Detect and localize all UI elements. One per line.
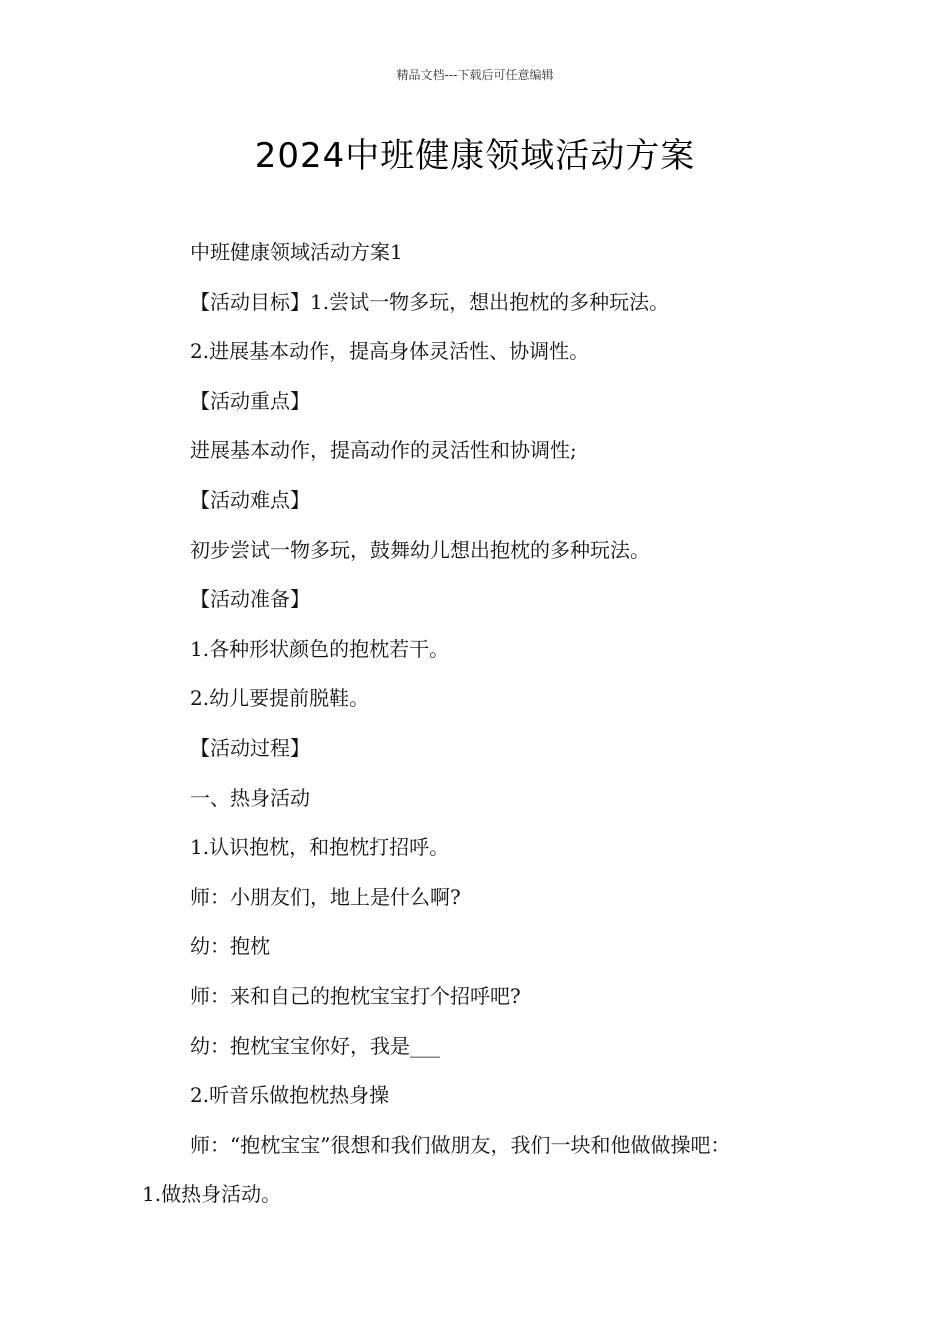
section-heading-focus: 【活动重点】 — [190, 388, 310, 413]
section-heading-difficulty: 【活动难点】 — [190, 487, 310, 512]
paragraph-plan-heading: 中班健康领域活动方案1 — [190, 240, 403, 264]
dialogue-teacher-2: 师：来和自己的抱枕宝宝打个招呼吧? — [190, 983, 521, 1008]
paragraph-difficulty: 初步尝试一物多玩，鼓舞幼儿想出抱枕的多种玩法。 — [190, 537, 650, 562]
dialogue-child-2: 幼：抱枕宝宝你好，我是___ — [190, 1033, 440, 1058]
paragraph-warmup-heading: 一、热身活动 — [190, 785, 310, 810]
document-body — [142, 236, 842, 1228]
paragraph-prep-1: 1.各种形状颜色的抱枕若干。 — [190, 636, 450, 661]
page-header: 精品文档---下载后可任意编辑 — [396, 68, 554, 82]
paragraph-goal-2: 2.进展基本动作，提高身体灵活性、协调性。 — [190, 339, 590, 364]
paragraph-step-1: 1.认识抱枕，和抱枕打招呼。 — [190, 835, 450, 860]
document-title: 2024中班健康领域活动方案 — [254, 136, 696, 176]
dialogue-teacher-3: 师：“抱枕宝宝”很想和我们做朋友，我们一块和他做做操吧： — [190, 1132, 731, 1157]
paragraph-warmup-activity: 1.做热身活动。 — [142, 1182, 282, 1207]
paragraph-prep-2: 2.幼儿要提前脱鞋。 — [190, 686, 370, 711]
dialogue-child-1: 幼：抱枕 — [190, 934, 270, 959]
section-heading-preparation: 【活动准备】 — [190, 587, 310, 612]
dialogue-teacher-1: 师：小朋友们，地上是什么啊? — [190, 884, 461, 909]
paragraph-goals: 【活动目标】1.尝试一物多玩，想出抱枕的多种玩法。 — [190, 289, 670, 314]
paragraph-focus: 进展基本动作，提高动作的灵活性和协调性; — [190, 438, 577, 463]
paragraph-step-2: 2.听音乐做抱枕热身操 — [190, 1083, 390, 1108]
section-heading-process: 【活动过程】 — [190, 735, 310, 760]
